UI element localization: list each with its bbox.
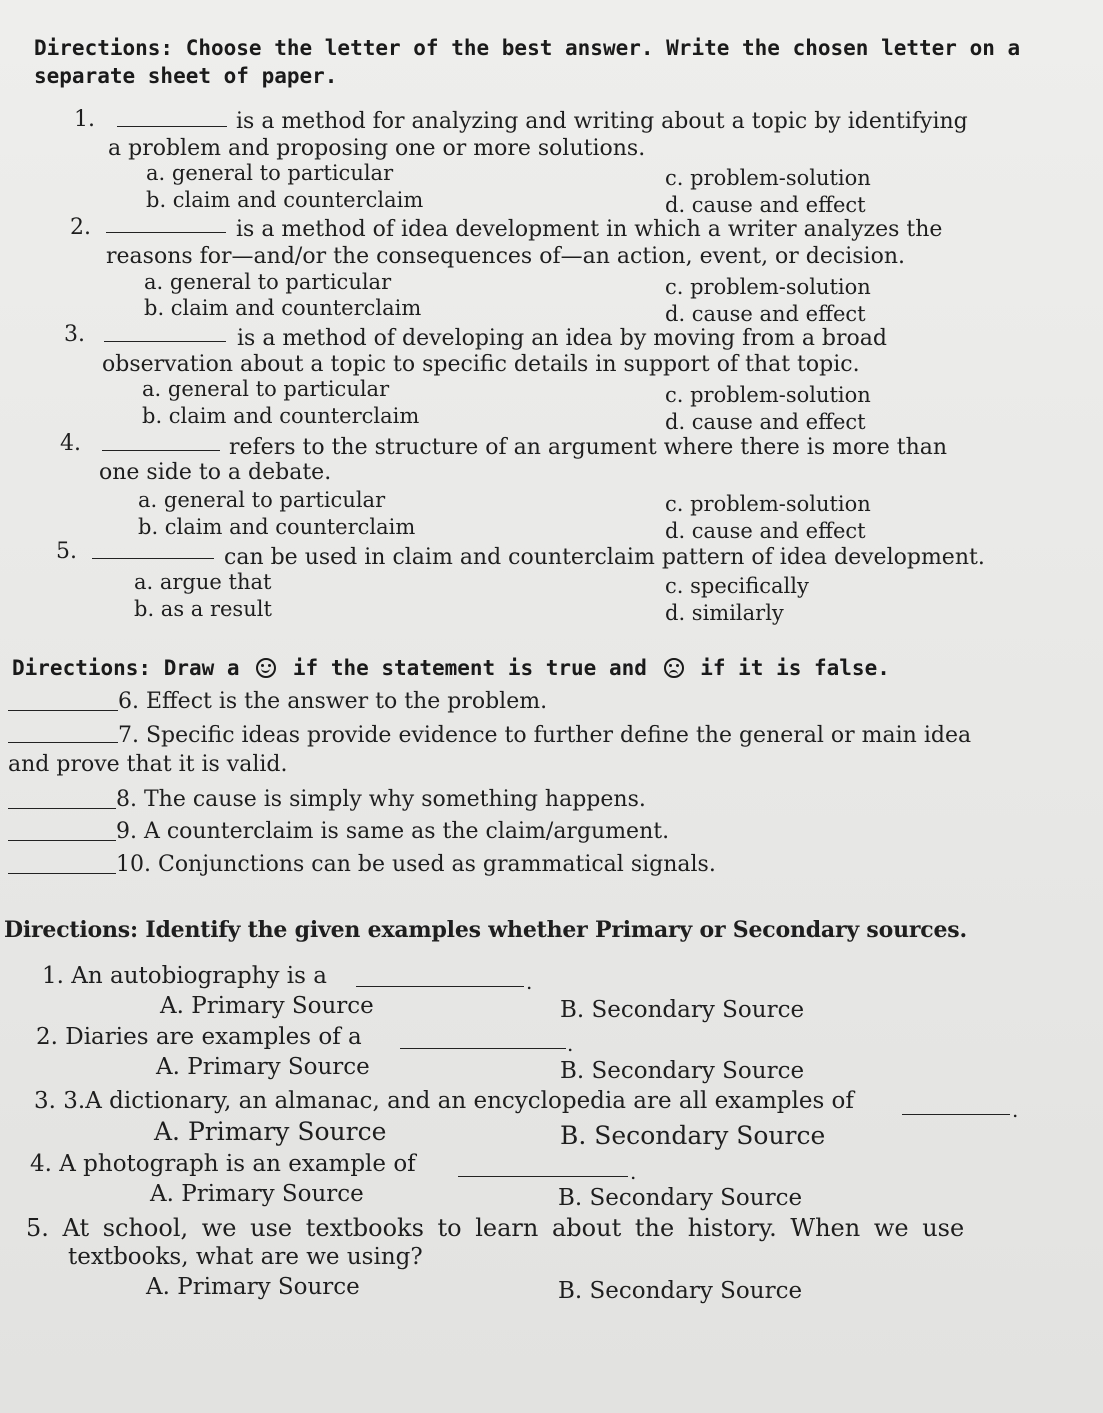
src-q1-option-b: B. Secondary Source: [560, 997, 805, 1023]
src-q4-option-a: A. Primary Source: [150, 1181, 364, 1207]
q4-option-b: b. claim and counterclaim: [138, 515, 416, 539]
q2-number: 2.: [70, 215, 91, 240]
q5-option-b: b. as a result: [134, 597, 272, 621]
q1-number: 1.: [74, 107, 95, 132]
tf-item-10: 10. Conjunctions can be used as grammatical signals.: [116, 852, 716, 877]
q2-option-a: a. general to particular: [144, 270, 392, 294]
tf-blank-10: [8, 855, 116, 874]
directions-2-post: if it is false.: [700, 656, 890, 680]
src-q4-option-b: B. Secondary Source: [558, 1185, 803, 1211]
q1-option-c: c. problem-solution: [665, 166, 871, 190]
src-q3-option-b: B. Secondary Source: [560, 1121, 826, 1150]
tf-item-9: 9. A counterclaim is same as the claim/argument.: [116, 819, 670, 844]
q4-text-line1: refers to the structure of an argument where there is more than: [229, 435, 948, 460]
directions-1-line1: Directions: Choose the letter of the best answer. Write the chosen letter on a: [34, 36, 1021, 60]
q1-option-d: d. cause and effect: [665, 193, 866, 217]
src-q3-blank: [902, 1096, 1010, 1115]
src-q3-period: .: [1012, 1098, 1019, 1122]
q5-option-c: c. specifically: [665, 574, 809, 598]
q5-blank: [92, 540, 214, 559]
q4-option-d: d. cause and effect: [665, 519, 866, 543]
q5-number: 5.: [56, 539, 77, 564]
q2-text-line1: is a method of idea development in which a writer analyzes the: [236, 217, 943, 242]
src-q2-option-a: A. Primary Source: [156, 1054, 370, 1080]
src-q5-text-line2: textbooks, what are we using?: [68, 1244, 423, 1270]
q3-option-d: d. cause and effect: [665, 410, 866, 434]
tf-blank-9: [8, 822, 116, 841]
directions-1-line2: separate sheet of paper.: [34, 64, 338, 88]
q4-number: 4.: [60, 431, 81, 456]
q1-option-a: a. general to particular: [146, 161, 394, 185]
tf-item-6: 6. Effect is the answer to the problem.: [118, 689, 548, 714]
src-q1-period: .: [526, 970, 533, 994]
directions-2-pre: Directions: Draw a: [12, 656, 240, 680]
src-q5-option-a: A. Primary Source: [146, 1274, 360, 1300]
q2-option-c: c. problem-solution: [665, 275, 871, 299]
tf-blank-6: [8, 692, 118, 711]
q2-text-line2: reasons for—and/or the consequences of—an action, event, or decision.: [106, 244, 906, 269]
src-q2-option-b: B. Secondary Source: [560, 1058, 805, 1084]
src-q3-text: 3. 3.A dictionary, an almanac, and an encyclopedia are all examples of: [34, 1088, 854, 1114]
q3-number: 3.: [64, 322, 85, 347]
tf-blank-8: [8, 790, 116, 809]
q3-option-a: a. general to particular: [142, 377, 390, 401]
src-q1-blank: [356, 968, 524, 987]
src-q1-option-a: A. Primary Source: [160, 993, 374, 1019]
directions-3: Directions: Identify the given examples whether Primary or Secondary sources.: [4, 917, 967, 943]
smiley-face-icon: [256, 658, 276, 678]
src-q4-period: .: [630, 1160, 637, 1184]
src-q5-text-line1: 5. At school, we use textbooks to learn about the history. When we use: [26, 1214, 965, 1242]
src-q5-option-b: B. Secondary Source: [558, 1278, 803, 1304]
q1-blank: [117, 108, 227, 127]
sad-face-icon: [664, 658, 684, 678]
tf-item-7-continued: and prove that it is valid.: [8, 752, 288, 777]
q4-option-a: a. general to particular: [138, 488, 386, 512]
tf-item-7: 7. Specific ideas provide evidence to further define the general or main idea: [118, 723, 972, 748]
q5-text-line1: can be used in claim and counterclaim pattern of idea development.: [224, 545, 985, 570]
q4-blank: [102, 432, 220, 451]
src-q4-blank: [458, 1158, 628, 1177]
src-q4-text: 4. A photograph is an example of: [30, 1151, 416, 1177]
src-q3-option-a: A. Primary Source: [154, 1117, 387, 1146]
directions-2: [12, 656, 890, 680]
src-q2-blank: [400, 1030, 566, 1049]
directions-2-mid: if the statement is true and: [292, 656, 647, 680]
q4-text-line2: one side to a debate.: [99, 460, 332, 485]
q2-blank: [106, 214, 226, 233]
q1-option-b: b. claim and counterclaim: [146, 188, 424, 212]
src-q2-text: 2. Diaries are examples of a: [36, 1024, 362, 1050]
q1-text-line2: a problem and proposing one or more solutions.: [108, 136, 646, 161]
tf-blank-7: [8, 724, 118, 743]
q2-option-b: b. claim and counterclaim: [144, 296, 422, 320]
q5-option-d: d. similarly: [665, 601, 784, 625]
q5-option-a: a. argue that: [134, 570, 272, 594]
q3-text-line2: observation about a topic to specific details in support of that topic.: [102, 352, 860, 377]
tf-item-8: 8. The cause is simply why something happens.: [116, 787, 646, 812]
q1-text-line1: is a method for analyzing and writing about a topic by identifying: [236, 109, 968, 134]
src-q2-period: .: [567, 1032, 574, 1056]
q3-text-line1: is a method of developing an idea by moving from a broad: [237, 326, 887, 351]
q4-option-c: c. problem-solution: [665, 492, 871, 516]
q3-option-b: b. claim and counterclaim: [142, 404, 420, 428]
q3-blank: [104, 323, 226, 342]
q3-option-c: c. problem-solution: [665, 383, 871, 407]
q2-option-d: d. cause and effect: [665, 302, 866, 326]
src-q1-text: 1. An autobiography is a: [42, 963, 327, 989]
